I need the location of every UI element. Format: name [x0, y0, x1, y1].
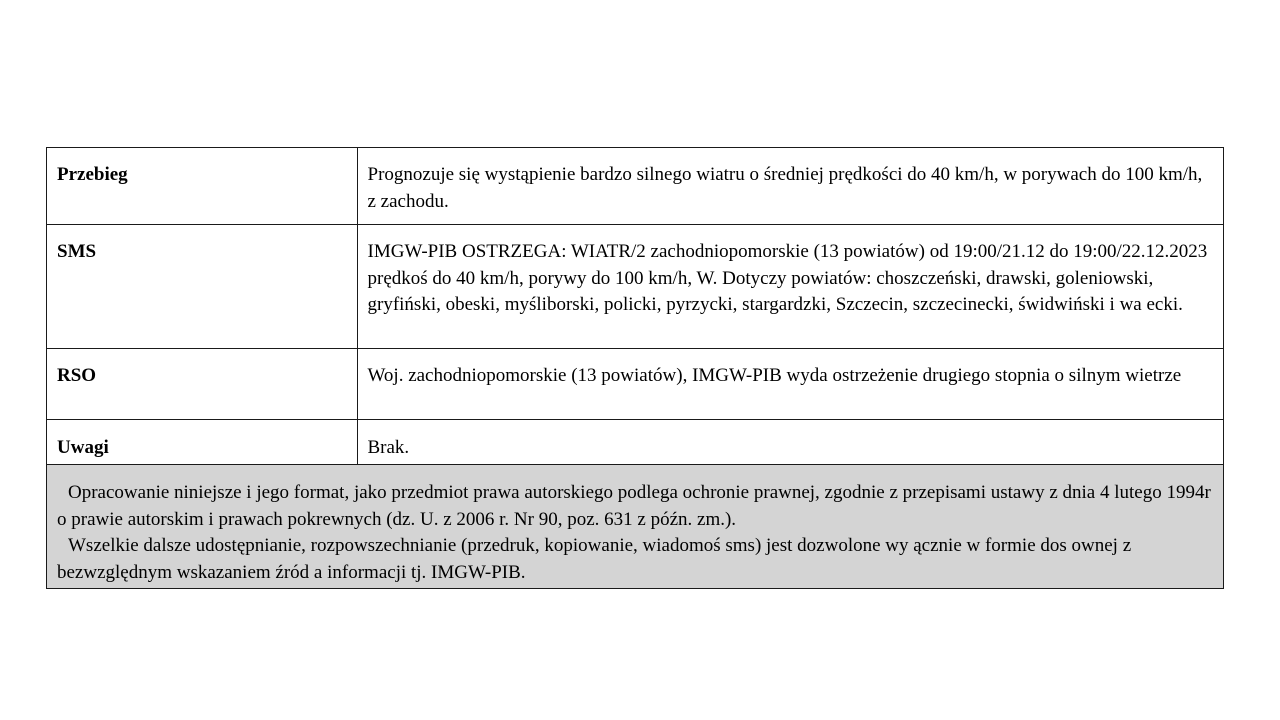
row-label: RSO: [47, 349, 357, 420]
weather-warning-document: [46, 147, 1224, 589]
copyright-notice: [47, 465, 1223, 588]
row-value: IMGW-PIB OSTRZEGA: WIATR/2 zachodniopomorskie (13 powiatów) od 19:00/21.12 do 19:00/22.12.2023 prędkoś do 40 km/h, porywy do 100 km/h, W. Dotyczy powiatów: choszczeński, drawski, goleniowski, gryfiński, obeski, myśliborski, policki, pyrzycki, stargardzki, Szczecin, szczecinecki, świdwiński i wa ecki.: [357, 225, 1223, 349]
row-label: Uwagi: [47, 420, 357, 465]
row-value: Brak.: [357, 420, 1223, 465]
table-row-rso: [47, 349, 1223, 420]
table-row-sms: [47, 225, 1223, 349]
table-row-uwagi: [47, 420, 1223, 465]
warning-table: [47, 148, 1223, 465]
copyright-paragraph: Opracowanie niniejsze i jego format, jako przedmiot prawa autorskiego podlega ochronie prawnej, zgodnie z przepisami ustawy z dnia 4 lutego 1994r o prawie autorskim i prawach pokrewnych (dz. U. z 2006 r. Nr 90, poz. 631 z późn. zm.).: [57, 482, 1211, 530]
row-value: Prognozuje się wystąpienie bardzo silnego wiatru o średniej prędkości do 40 km/h, w porywach do 100 km/h, z zachodu.: [357, 148, 1223, 225]
row-value: Woj. zachodniopomorskie (13 powiatów), IMGW-PIB wyda ostrzeżenie drugiego stopnia o silnym wietrze: [357, 349, 1223, 420]
table-row-przebieg: [47, 148, 1223, 225]
sharing-terms-paragraph: Wszelkie dalsze udostępnianie, rozpowszechnianie (przedruk, kopiowanie, wiadomoś sms) jest dozwolone wy ącznie w formie dos ownej z bezwzględnym wskazaniem źród a informacji tj. IMGW-PIB.: [57, 535, 1132, 583]
row-label: SMS: [47, 225, 357, 349]
row-label: Przebieg: [47, 148, 357, 225]
